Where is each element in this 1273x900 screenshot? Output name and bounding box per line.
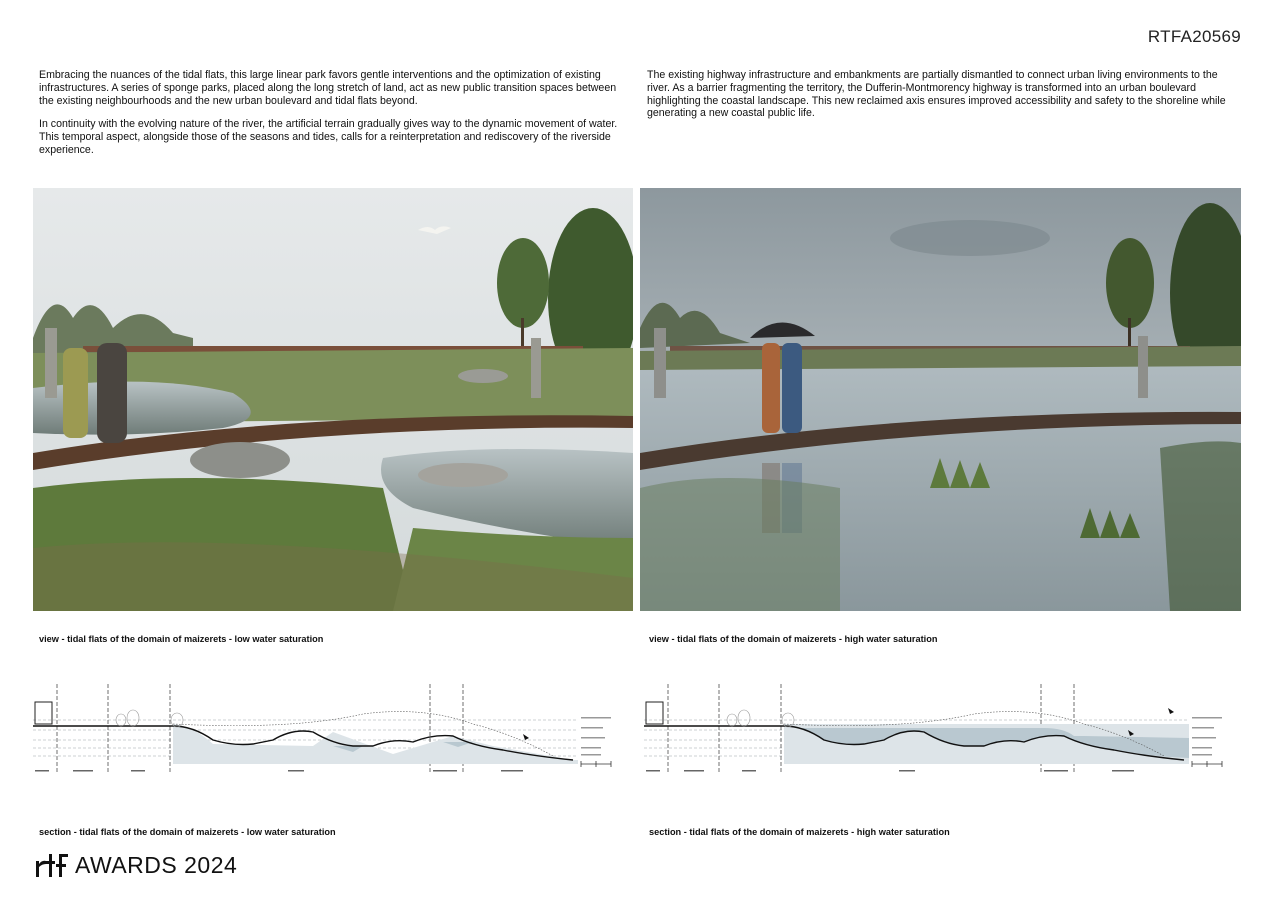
awards-label: AWARDS 2024 xyxy=(75,851,238,878)
description-right-column xyxy=(647,69,1235,120)
section-drawing-low xyxy=(33,684,625,779)
description-paragraph-2: In continuity with the evolving nature of the river, the artificial terrain gradually gives way to the dynamic movement of water. This temporal aspect, alongside those of the seasons and tides, calls for a reinterpretation and rediscovery of the riverside experience. xyxy=(39,118,618,156)
description-paragraph-3: The existing highway infrastructure and embankments are partially dismantled to connect urban living environments to the river. As a barrier fragmenting the territory, the Dufferin-Montmorency highway is transformed into an urban boulevard highlighting the coastal landscape. This new reclaimed axis ensures improved accessibility and safety to the shoreline while generating a new coastal public life. xyxy=(647,69,1226,120)
caption-view-low: view - tidal flats of the domain of maizerets - low water saturation xyxy=(39,634,324,644)
project-code: RTFA20569 xyxy=(1147,27,1241,46)
caption-section-low: section - tidal flats of the domain of maizerets - low water saturation xyxy=(39,827,336,837)
rtf-awards-logo xyxy=(35,850,237,880)
description-left-column xyxy=(39,69,624,157)
tree-icon xyxy=(116,710,183,727)
north-arrow-icon xyxy=(523,734,529,740)
render-high-water xyxy=(640,188,1241,611)
description-paragraph-1: Embracing the nuances of the tidal flats, this large linear park favors gentle interventions and the optimization of existing infrastructures. A series of sponge parks, placed along the long stretch of land, act as new public transition spaces between the existing neighbourhoods and the new urban boulevard and tidal flats beyond. xyxy=(39,69,617,107)
section-drawing-high xyxy=(644,684,1236,779)
render-low-water xyxy=(33,188,633,611)
caption-view-high: view - tidal flats of the domain of maizerets - high water saturation xyxy=(649,634,938,644)
building-icon xyxy=(35,702,52,724)
caption-section-high: section - tidal flats of the domain of maizerets - high water saturation xyxy=(649,827,950,837)
rtf-logo-mark xyxy=(35,851,69,879)
